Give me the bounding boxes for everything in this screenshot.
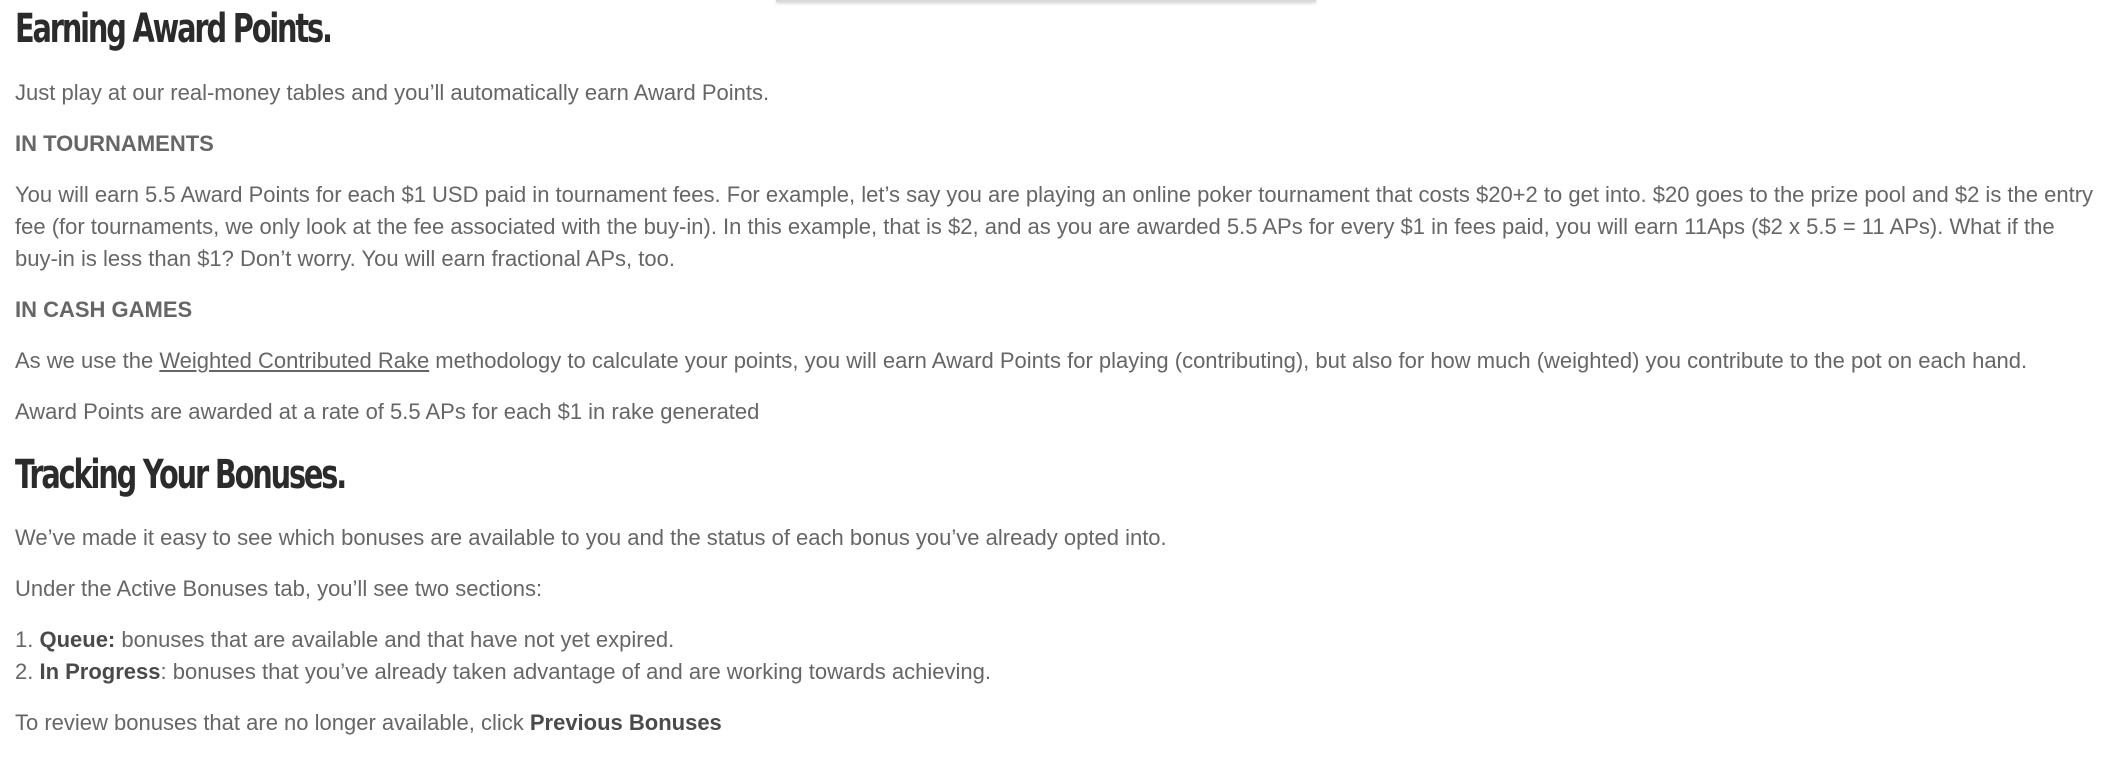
earning-intro: Just play at our real-money tables and you’ll automatically earn Award Points. [15, 80, 770, 105]
list-item-text: bonuses that are available and that have not yet expired. [115, 627, 675, 652]
review-text: To review bonuses that are no longer available, click [15, 710, 530, 735]
list-item-number: 1. [15, 627, 40, 652]
article-content [15, 0, 2095, 739]
rake-rate-text: Award Points are awarded at a rate of 5.5 APs for each $1 in rake generated [15, 399, 760, 424]
active-bonuses-tab-text: Under the Active Bonuses tab, you’ll see two sections: [15, 576, 543, 601]
list-item-number: 2. [15, 659, 40, 684]
previous-bonuses-link[interactable]: Previous Bonuses [529, 710, 722, 735]
list-item-label: Queue: [39, 627, 116, 652]
list-item [15, 656, 2095, 688]
list-item-label: In Progress [39, 659, 161, 684]
tracking-intro: We’ve made it easy to see which bonuses are available to you and the status of each bonus you’ve already opted into. [15, 525, 1167, 550]
bonus-sections-list [15, 624, 2095, 688]
cash-games-subheading: IN CASH GAMES [15, 297, 193, 322]
tournaments-subheading: IN TOURNAMENTS [15, 131, 214, 156]
list-item-text: : bonuses that you’ve already taken advantage of and are working towards achieving. [160, 659, 991, 684]
earning-award-points-heading: Earning Award Points. [15, 6, 331, 52]
list-item [15, 624, 2095, 656]
weighted-contributed-rake-link[interactable]: Weighted Contributed Rake [159, 348, 430, 373]
tracking-bonuses-heading: Tracking Your Bonuses. [15, 452, 346, 498]
cash-games-paragraph [15, 345, 2095, 377]
tournaments-paragraph: You will earn 5.5 Award Points for each $1 USD paid in tournament fees. For example, let’s say you are playing an online poker tournament that costs $20+2 to get into. $20 goes to the prize pool and $2 is the entry fee (for tournaments, we only look at the fee associated with the buy-in). In this example, that is $2, and as you are awarded 5.5 APs for every $1 in fees paid, you will earn 11Aps ($2 x 5.5 = 11 APs). What if the buy-in is less than $1? Don’t worry. You will earn fractional APs, too. [15, 182, 2094, 271]
review-bonuses-text [15, 707, 2095, 739]
cash-text-after: methodology to calculate your points, you will earn Award Points for playing (contributing), but also for how much (weighted) you contribute to the pot on each hand. [429, 348, 2028, 373]
cash-text-before: As we use the [15, 348, 160, 373]
